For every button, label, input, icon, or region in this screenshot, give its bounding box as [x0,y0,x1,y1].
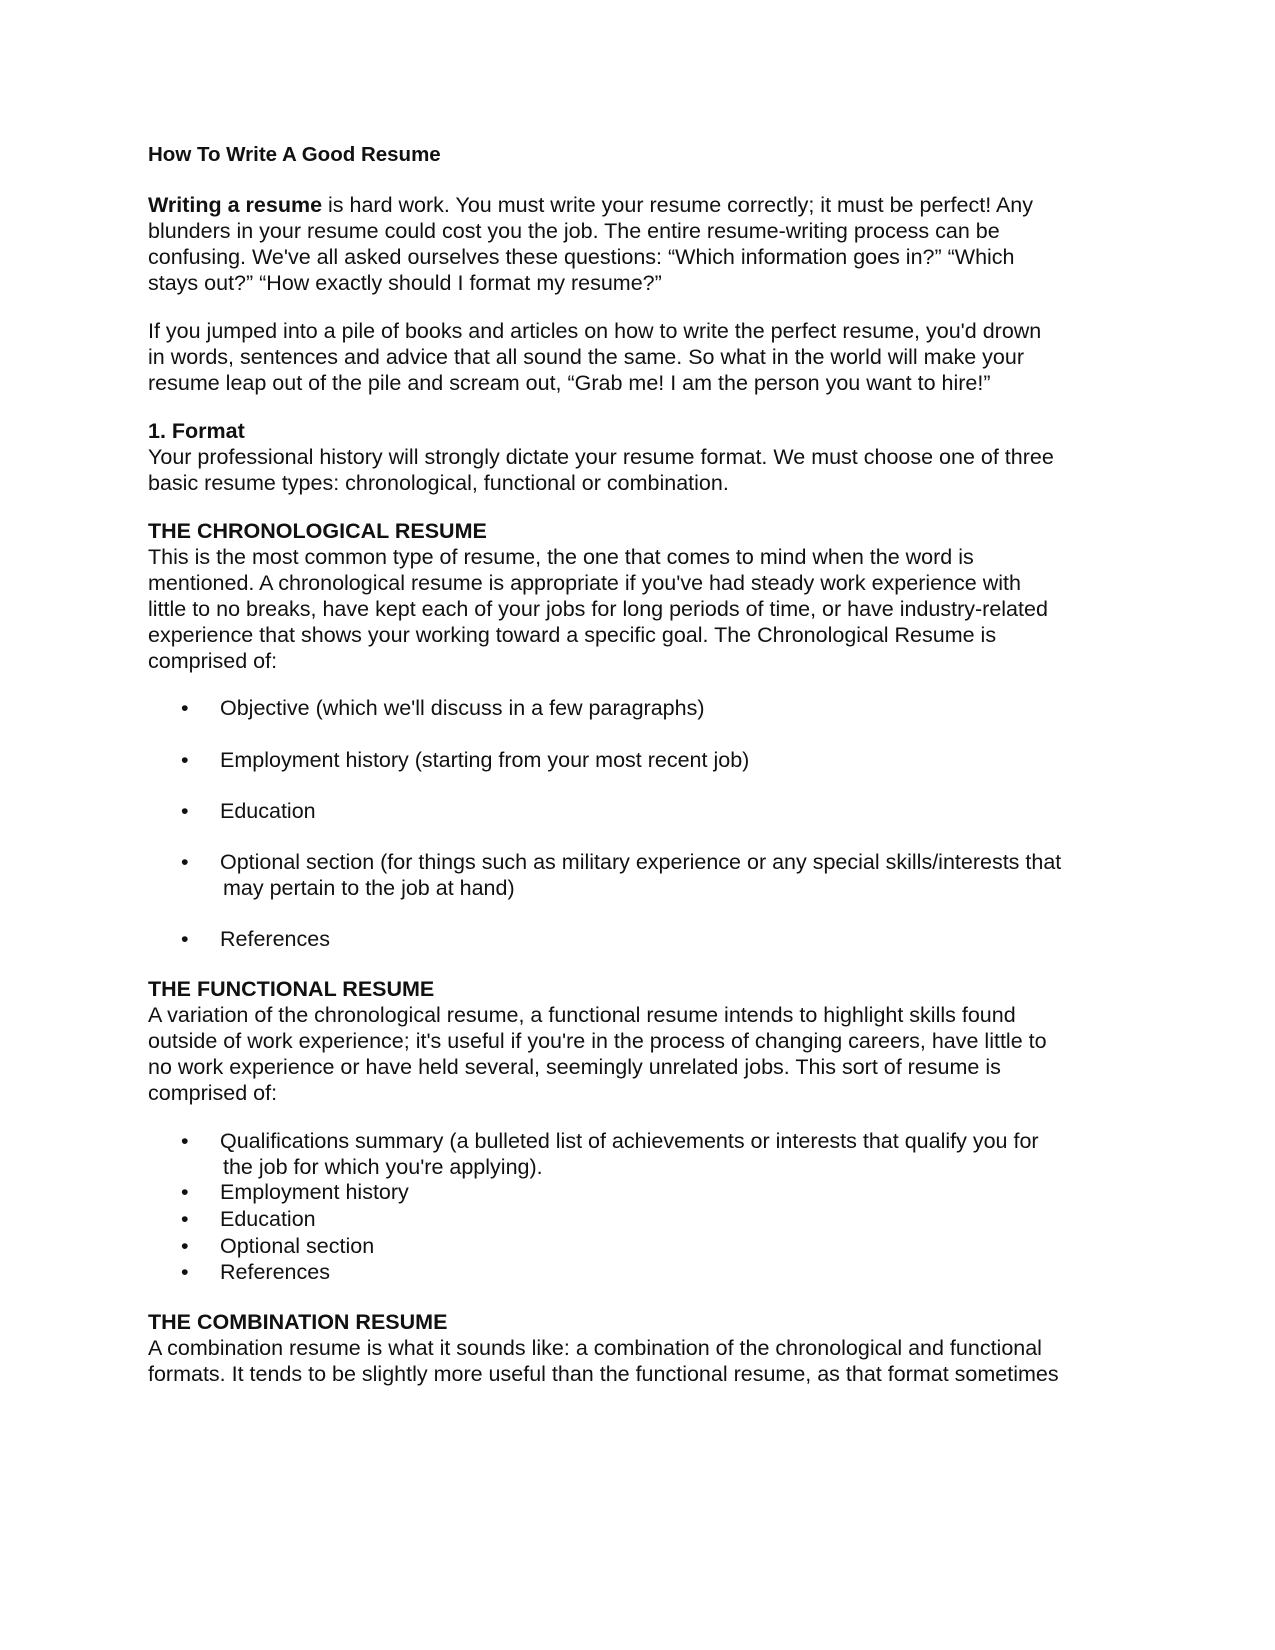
functional-line-3: no work experience or have held several, seemingly unrelated jobs. This sort of resume is [148,1055,1001,1079]
format-heading: 1. Format [148,419,245,443]
paragraph-2-line-2: in words, sentences and advice that all sound the same. So what in the world will make your [148,345,1024,369]
combination-section [148,1309,1128,1387]
list-item-text: References [220,1260,330,1284]
list-item-line-1: Optional section (for things such as military experience or any special skills/interests that [220,850,1062,874]
intro-line-1 [148,192,1128,218]
intro-line-3: confusing. We've all asked ourselves these questions: “Which information goes in?” “Which [148,245,1015,269]
list-item-line-2: may pertain to the job at hand) [223,876,515,900]
list-item-text: Employment history [220,1180,409,1204]
combination-heading: THE COMBINATION RESUME [148,1310,448,1334]
format-line-2: basic resume types: chronological, functional or combination. [148,471,729,495]
bullet-icon: • [181,1234,189,1258]
combination-line-2: formats. It tends to be slightly more useful than the functional resume, as that format sometimes [148,1362,1059,1386]
list-item-text: References [220,927,330,951]
document-title: How To Write A Good Resume [148,143,441,166]
list-item-text: Objective (which we'll discuss in a few paragraphs) [220,696,705,720]
bullet-icon: • [181,799,189,823]
format-section [148,418,1128,496]
intro-line-2: blunders in your resume could cost you the job. The entire resume-writing process can be [148,219,1000,243]
bullet-icon: • [181,748,189,772]
chronological-line-4: experience that shows your working toward a specific goal. The Chronological Resume is [148,623,997,647]
list-item-text: Education [220,799,316,823]
list-item-text: Optional section [220,1234,375,1258]
list-item-text [220,849,1120,901]
bullet-icon: • [181,850,189,874]
chronological-heading: THE CHRONOLOGICAL RESUME [148,519,487,543]
chronological-section [148,518,1128,674]
chronological-line-5: comprised of: [148,649,278,673]
functional-line-1: A variation of the chronological resume, a functional resume intends to highlight skills found [148,1003,1016,1027]
bullet-icon: • [181,1129,189,1153]
chronological-line-1: This is the most common type of resume, the one that comes to mind when the word is [148,545,974,569]
list-item-text: Education [220,1207,316,1231]
list-item-text [220,1128,1120,1180]
intro-lead-bold: Writing a resume [148,193,323,217]
paragraph-2 [148,318,1128,396]
bullet-icon: • [181,1207,189,1231]
bullet-icon: • [181,1180,189,1204]
bullet-icon: • [181,927,189,951]
list-item-text: Employment history (starting from your most recent job) [220,748,750,772]
intro-line-4: stays out?” “How exactly should I format my resume?” [148,271,662,295]
intro-lead-rest: is hard work. You must write your resume correctly; it must be perfect! Any [322,193,1034,217]
format-line-1: Your professional history will strongly dictate your resume format. We must choose one of three [148,445,1054,469]
bullet-icon: • [181,1260,189,1284]
intro-paragraph [148,192,1128,296]
list-item-line-1: Qualifications summary (a bulleted list of achievements or interests that qualify you for [220,1129,1039,1153]
chronological-line-3: little to no breaks, have kept each of your jobs for long periods of time, or have industry-related [148,597,1048,621]
functional-heading: THE FUNCTIONAL RESUME [148,977,435,1001]
functional-line-4: comprised of: [148,1081,278,1105]
paragraph-2-line-1: If you jumped into a pile of books and articles on how to write the perfect resume, you'd drown [148,319,1042,343]
bullet-icon: • [181,696,189,720]
functional-line-2: outside of work experience; it's useful if you're in the process of changing careers, have little to [148,1029,1047,1053]
paragraph-2-line-3: resume leap out of the pile and scream out, “Grab me! I am the person you want to hire!” [148,371,991,395]
combination-line-1: A combination resume is what it sounds like: a combination of the chronological and functional [148,1336,1042,1360]
functional-section [148,976,1128,1106]
chronological-line-2: mentioned. A chronological resume is appropriate if you've had steady work experience with [148,571,1021,595]
list-item-line-2: the job for which you're applying). [223,1155,543,1179]
